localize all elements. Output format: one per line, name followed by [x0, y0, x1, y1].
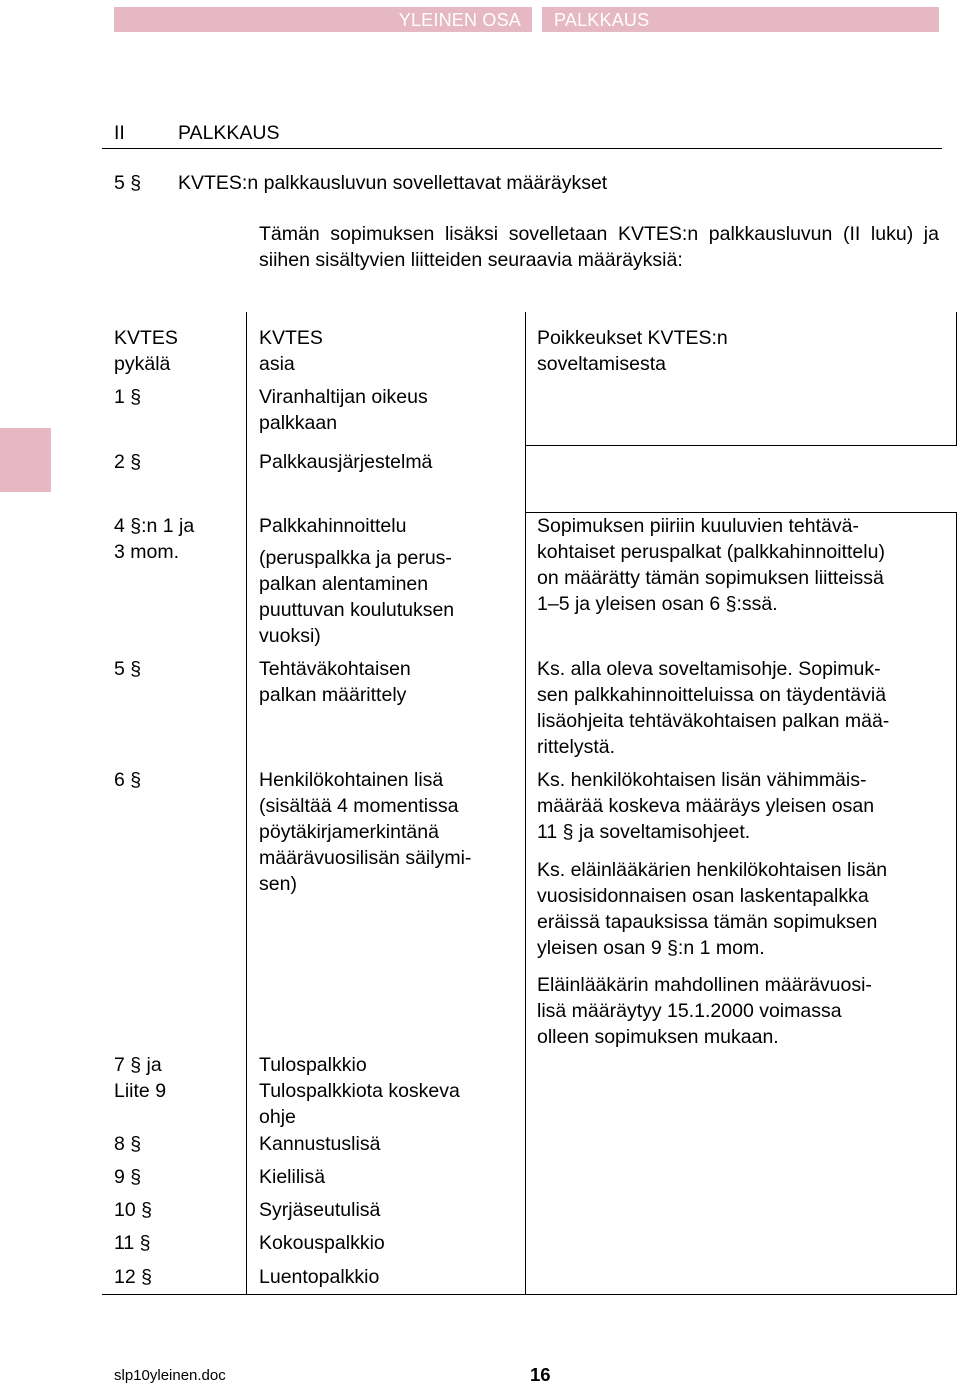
section-title: KVTES:n palkkausluvun sovellettavat määräykset [178, 172, 608, 194]
row-5-poikkeukset-2: Ks. eläinlääkärien henkilökohtaisen lisän vuosisidonnaisen osan laskentapalkka eräissä tapauksissa tämän sopimuksen yleisen osan 9 §:n 1 mom. [537, 859, 888, 959]
chapter-heading [102, 120, 942, 149]
section-number: 5 § [114, 172, 142, 194]
row-4-asia: Tehtäväkohtaisen palkan määrittely [259, 658, 411, 706]
footer-page-number: 16 [530, 1364, 551, 1385]
chapter-title: PALKKAUS [178, 122, 280, 144]
row-1-pykala: 1 § [114, 386, 142, 408]
row-6-pykala: 7 § ja Liite 9 [114, 1054, 167, 1102]
row-10-pykala: 11 § [114, 1232, 151, 1254]
header-asia: KVTES asia [259, 327, 323, 375]
intro-paragraph: Tämän sopimuksen lisäksi sovelletaan KVTES:n palkkausluvun (II luku) ja siihen sisältyvien liitteiden seuraavia määräyksiä: [259, 223, 939, 271]
row-6-asia: Tulospalkkio Tulospalkkiota koskeva ohje [259, 1054, 460, 1128]
row-5-asia: Henkilökohtainen lisä (sisältää 4 momentissa pöytäkirjamerkintänä määrävuosilisän säilymi- sen) [259, 769, 472, 895]
row-8-pykala: 9 § [114, 1166, 142, 1188]
table-line-right-1 [525, 445, 957, 446]
row-2-asia: Palkkausjärjestelmä [259, 451, 433, 473]
header-right-label: PALKKAUS [554, 10, 650, 30]
row-9-pykala: 10 § [114, 1199, 152, 1221]
row-3-pykala: 4 §:n 1 ja 3 mom. [114, 515, 195, 563]
row-5-poikkeukset: Ks. henkilökohtaisen lisän vähimmäis- määrää koskeva määräys yleisen osan 11 § ja soveltamisohjeet. [537, 769, 875, 843]
row-11-pykala: 12 § [114, 1266, 152, 1288]
row-5-poikkeukset-3: Eläinlääkärin mahdollinen määrävuosi- lisä määräytyy 15.1.2000 voimassa olleen sopimuksen mukaan. [537, 974, 872, 1048]
table-bottom-border [102, 1294, 957, 1295]
row-7-pykala: 8 § [114, 1133, 142, 1155]
row-2-pykala: 2 § [114, 451, 142, 473]
row-4-pykala: 5 § [114, 658, 142, 680]
row-9-asia: Syrjäseutulisä [259, 1199, 381, 1221]
table-divider-col1 [246, 312, 247, 1295]
table-divider-col2 [525, 312, 526, 1295]
row-10-asia: Kokouspalkkio [259, 1232, 385, 1254]
table-right-border-top [956, 312, 957, 445]
side-tab-marker [0, 428, 51, 492]
row-8-asia: Kielilisä [259, 1166, 326, 1188]
row-1-asia: Viranhaltijan oikeus palkkaan [259, 386, 428, 434]
row-4-poikkeukset: Ks. alla oleva soveltamisohje. Sopimuk- sen palkkahinnoitteluissa on täydentäviä lisäohjeita tehtäväkohtaisen palkan mää- rittelystä. [537, 658, 890, 758]
row-3-asia: Palkkahinnoittelu [259, 515, 407, 537]
row-5-pykala: 6 § [114, 769, 142, 791]
header-left-label: YLEINEN OSA [398, 10, 521, 30]
table-right-border [956, 512, 957, 1295]
header-pykala: KVTES pykälä [114, 327, 178, 375]
row-3-asia-note: (peruspalkka ja perus- palkan alentaminen puuttuvan koulutuksen vuoksi) [259, 547, 455, 647]
row-3-poikkeukset: Sopimuksen piiriin kuuluvien tehtävä- kohtaiset peruspalkat (palkkahinnoittelu) on määrätty tämän sopimuksen liitteissä 1–5 ja yleisen osan 6 §:ssä. [537, 515, 885, 615]
chapter-number: II [114, 122, 125, 144]
footer-filename: slp10yleinen.doc [114, 1367, 226, 1384]
header-poikkeukset: Poikkeukset KVTES:n soveltamisesta [537, 327, 728, 375]
row-7-asia: Kannustuslisä [259, 1133, 381, 1155]
header-tab-yleinen-osa [114, 7, 532, 32]
row-11-asia: Luentopalkkio [259, 1266, 380, 1288]
header-tab-palkkaus [542, 7, 939, 32]
